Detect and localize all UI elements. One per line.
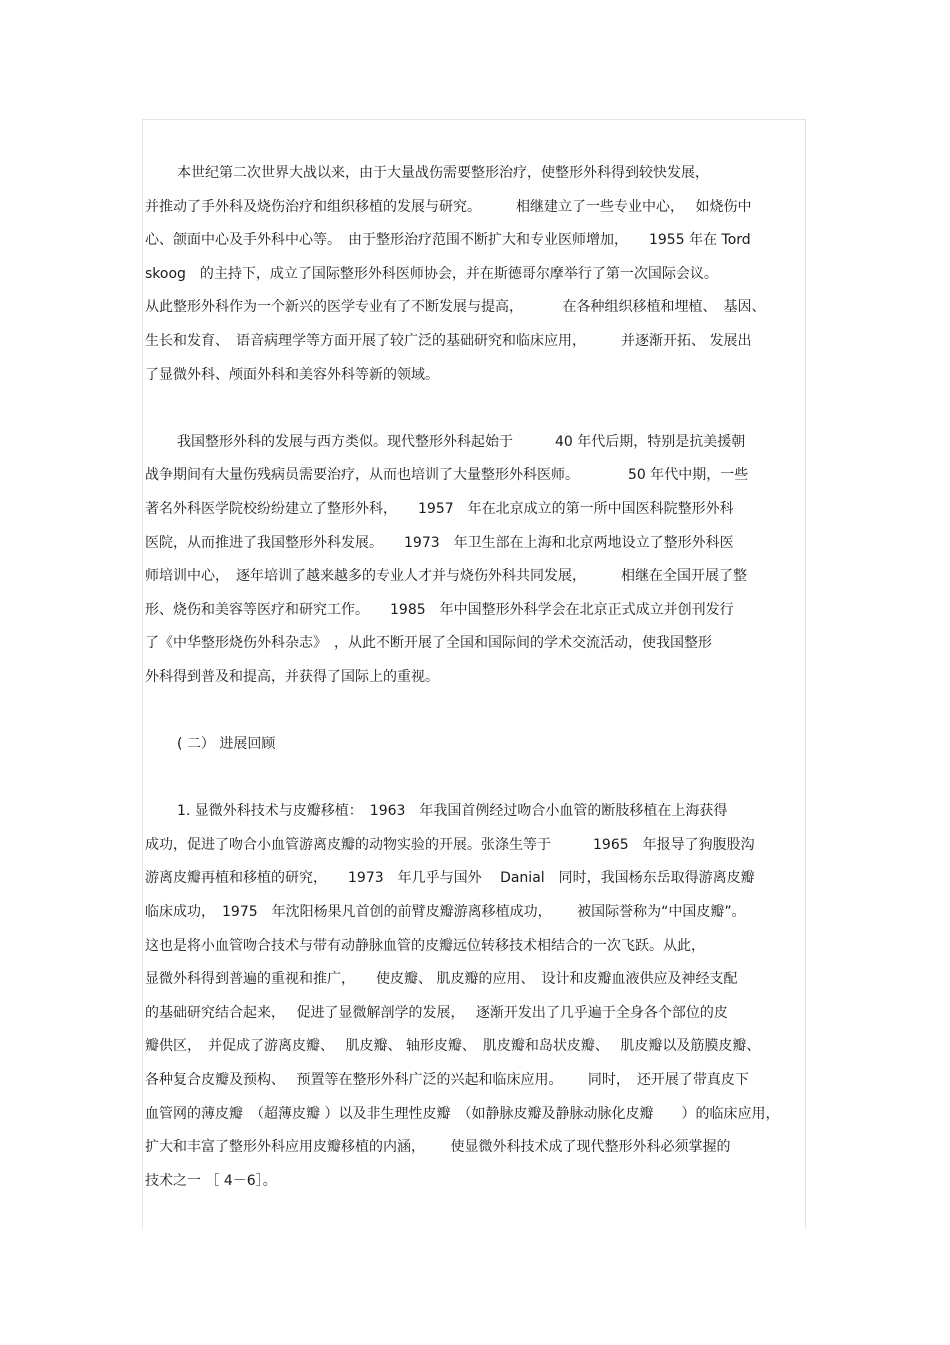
text-line: skoog 的主持下，成立了国际整形外科医师协会，并在斯德哥尔摩举行了第一次国际会议。 <box>145 265 718 282</box>
text-line: 了《中华整形烧伤外科杂志》 ，从此不断开展了全国和国际间的学术交流活动，使我国整形 <box>145 635 712 652</box>
text-line: 成功，促进了吻合小血管游离皮瓣的动物实验的开展。张涤生等于 1965 年报导了狗腹股沟 <box>145 836 755 853</box>
paragraph-microsurgery <box>145 795 805 1198</box>
paragraph-western-history <box>145 157 805 392</box>
text-line: 这也是将小血管吻合技术与带有动静脉血管的皮瓣远位转移技术相结合的一次飞跃。从此， <box>145 937 705 954</box>
text-line: 技术之一 ［ 4－6］。 <box>145 1172 277 1189</box>
section-heading: ( 二） 进展回顾 <box>177 736 276 753</box>
text-line: 师培训中心， 逐年培训了越来越多的专业人才并与烧伤外科共同发展， 相继在全国开展了整 <box>145 568 747 585</box>
text-line: 生长和发育、 语音病理学等方面开展了较广泛的基础研究和临床应用， 并逐渐开拓、 发展出 <box>145 332 752 349</box>
text-line: 扩大和丰富了整形外科应用皮瓣移植的内涵， 使显微外科技术成了现代整形外科必须掌握的 <box>145 1139 731 1156</box>
text-line: 医院，从而推进了我国整形外科发展。 1973 年卫生部在上海和北京两地设立了整形外科医 <box>145 534 734 551</box>
text-line: 战争期间有大量伤残病员需要治疗，从而也培训了大量整形外科医师。 50 年代中期，一些 <box>145 467 749 484</box>
text-line: 形、烧伤和美容等医疗和研究工作。 1985 年中国整形外科学会在北京正式成立并创刊发行 <box>145 601 734 618</box>
text-line: 游离皮瓣再植和移植的研究， 1973 年几乎与国外 Danial 同时，我国杨东岳取得游离皮瓣 <box>145 870 755 887</box>
text-line: 著名外科医学院校纷纷建立了整形外科， 1957 年在北京成立的第一所中国医科院整形外科 <box>145 500 734 517</box>
text-line: 并推动了手外科及烧伤治疗和组织移植的发展与研究。 相继建立了一些专业中心， 如烧伤中 <box>145 198 752 215</box>
text-line: 心、颌面中心及手外科中心等。 由于整形治疗范围不断扩大和专业医师增加， 1955 年在 Tord <box>145 232 751 249</box>
text-line: 显微外科得到普遍的重视和推广， 使皮瓣、 肌皮瓣的应用、 设计和皮瓣血液供应及神经支配 <box>145 971 738 988</box>
paragraph-china-history <box>145 426 805 695</box>
document-body <box>145 157 805 1198</box>
paragraph-gap <box>145 392 805 426</box>
text-line: 本世纪第二次世界大战以来，由于大量战伤需要整形治疗，使整形外科得到较快发展， <box>177 165 709 181</box>
text-line: 各种复合皮瓣及预构、 预置等在整形外科广泛的兴起和临床应用。 同时， 还开展了带真皮下 <box>145 1072 749 1089</box>
text-line: 了显微外科、颅面外科和美容外科等新的领域。 <box>145 366 439 383</box>
paragraph-gap <box>145 762 805 796</box>
text-line: 我国整形外科的发展与西方类似。现代整形外科起始于 40 年代后期，特别是抗美援朝 <box>177 433 746 450</box>
text-line: 1. 显微外科技术与皮瓣移植： 1963 年我国首例经过吻合小血管的断肢移植在上海获得 <box>177 803 728 820</box>
text-line: 从此整形外科作为一个新兴的医学专业有了不断发展与提高， 在各种组织移植和埋植、 基因、 <box>145 299 766 316</box>
text-line: 瓣供区， 并促成了游离皮瓣、 肌皮瓣、 轴形皮瓣、 肌皮瓣和岛状皮瓣、 肌皮瓣以及筋膜皮瓣、 <box>145 1038 761 1055</box>
text-line: 的基础研究结合起来， 促进了显微解剖学的发展， 逐渐开发出了几乎遍于全身各个部位的皮 <box>145 1004 728 1021</box>
text-line: 临床成功， 1975 年沈阳杨果凡首创的前臂皮瓣游离移植成功， 被国际誉称为“中国皮瓣”。 <box>145 904 746 921</box>
text-line: 血管网的薄皮瓣 （超薄皮瓣 ）以及非生理性皮瓣 （如静脉皮瓣及静脉动脉化皮瓣 ）的临床应用， <box>145 1105 780 1122</box>
paragraph-gap <box>145 695 805 729</box>
text-line: 外科得到普及和提高，并获得了国际上的重视。 <box>145 668 439 685</box>
